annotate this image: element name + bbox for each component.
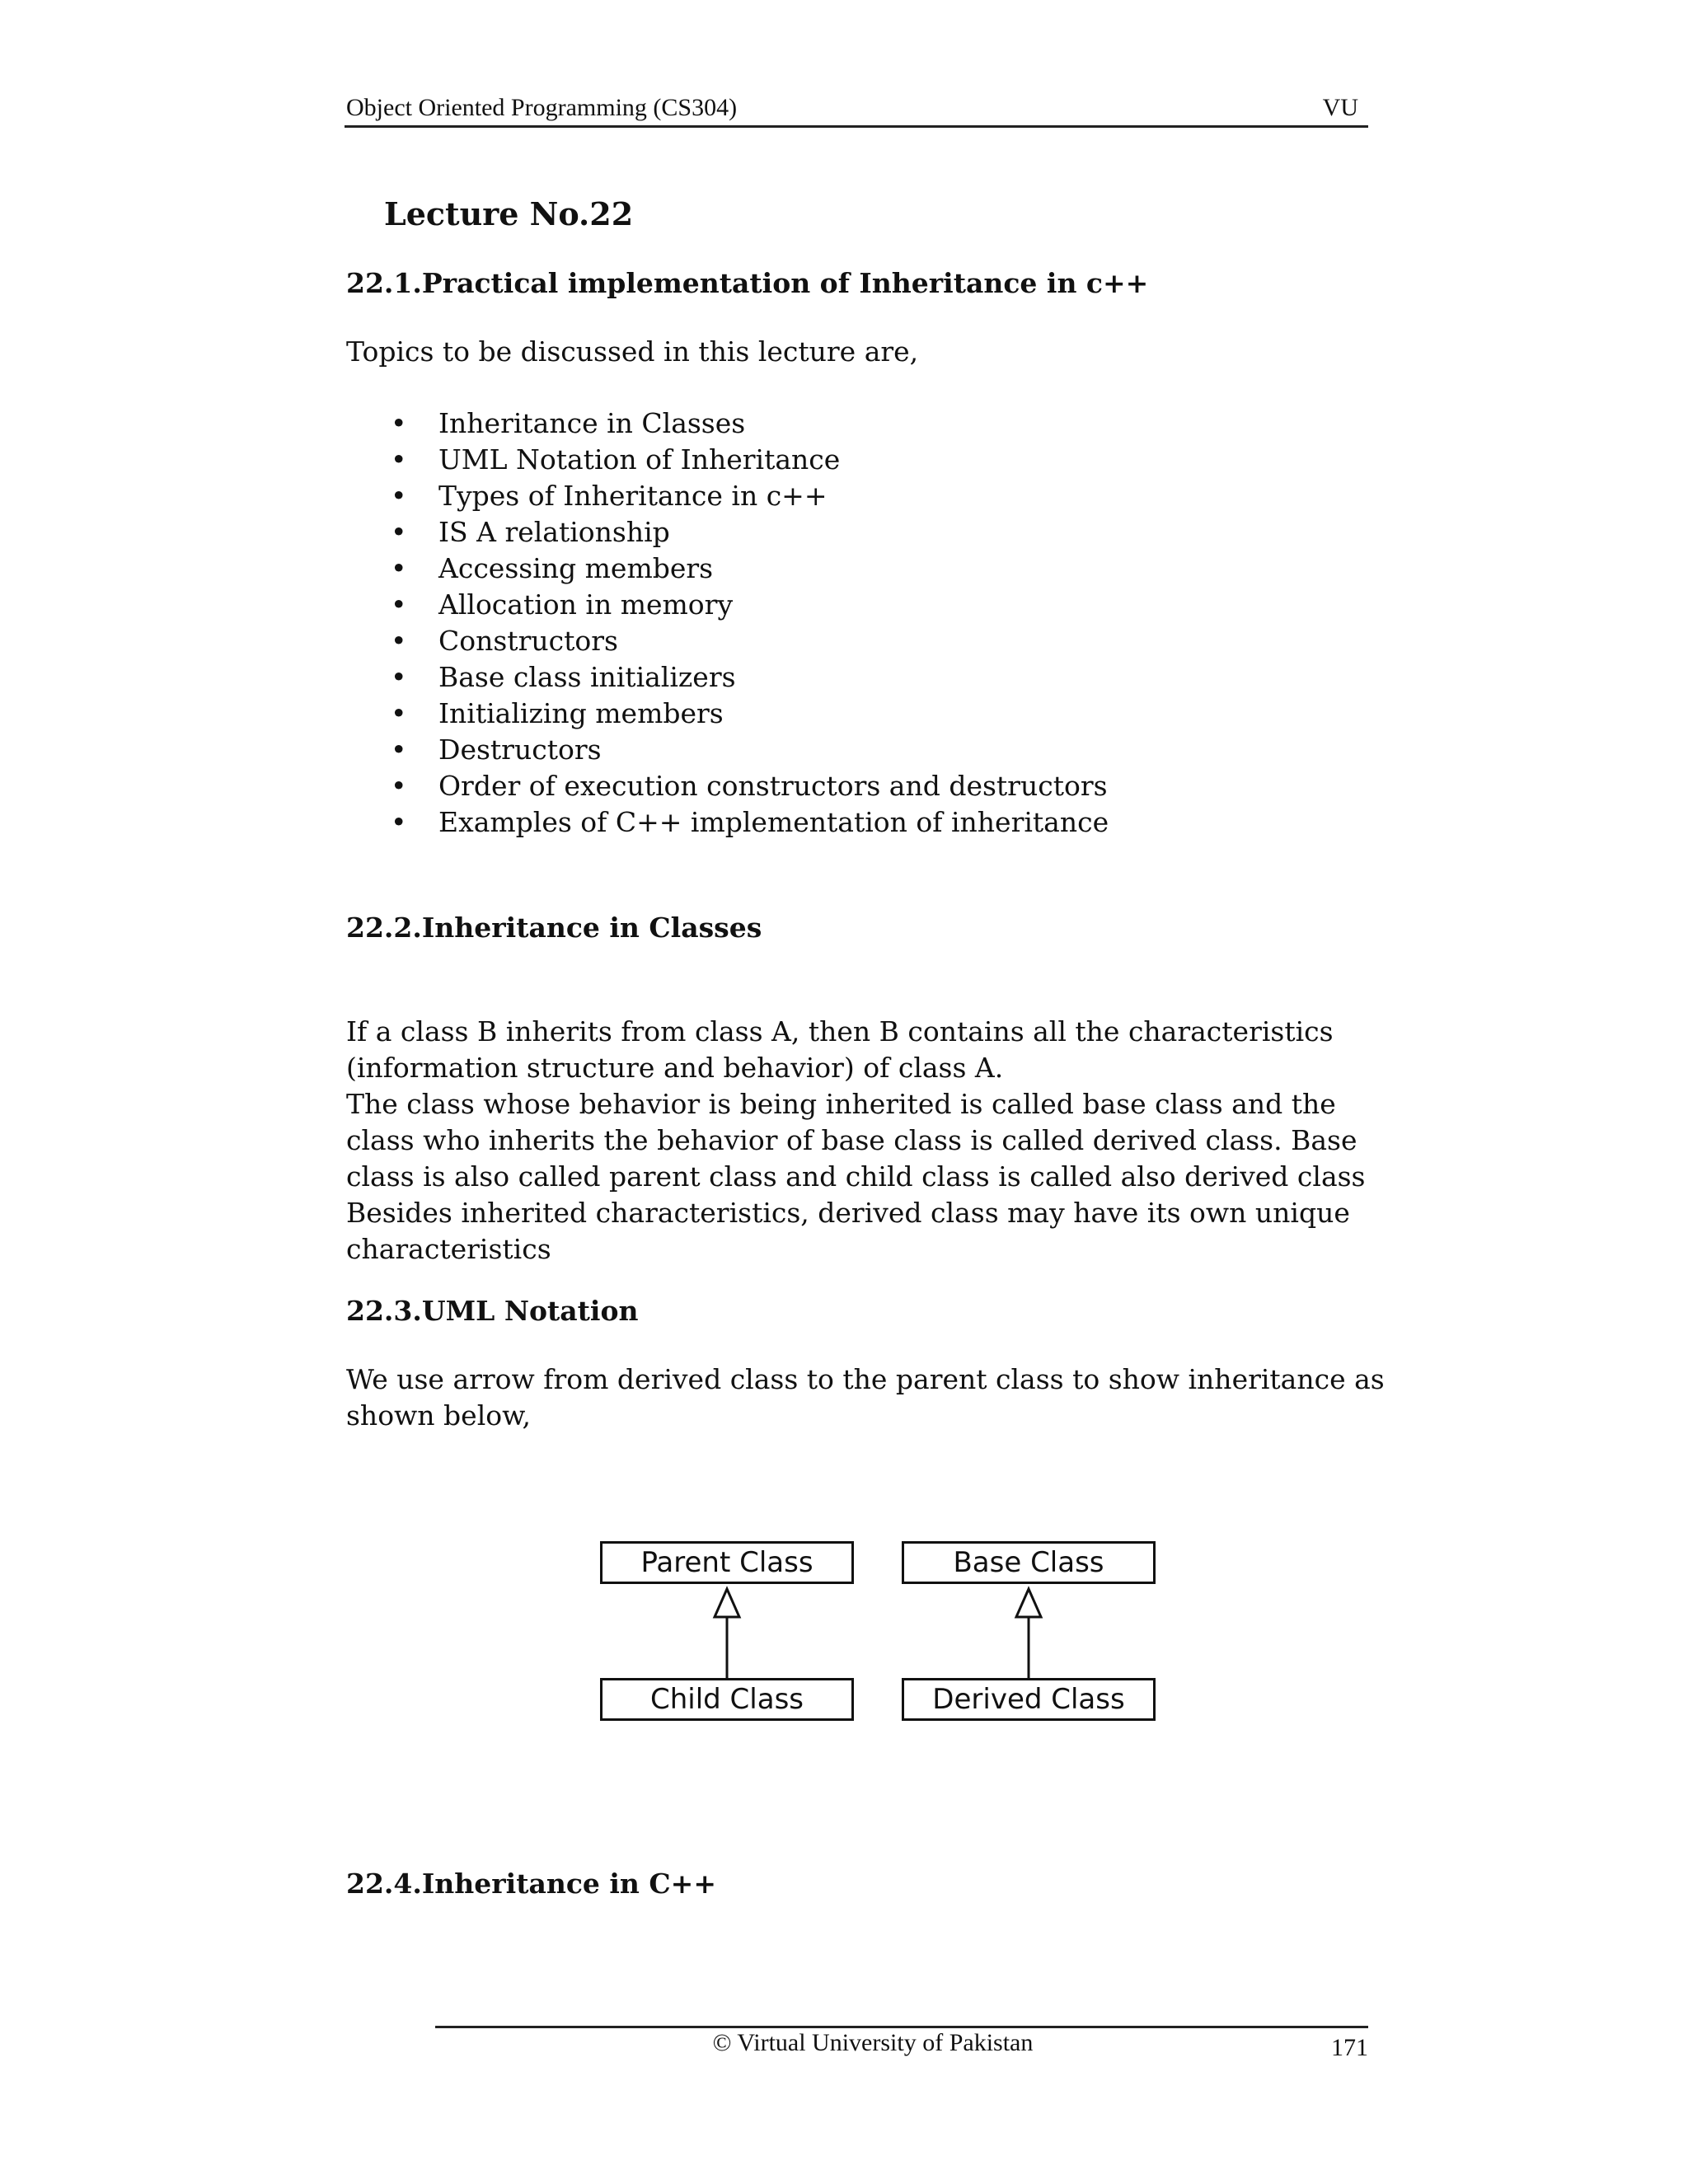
bullet-icon: • — [391, 443, 407, 476]
topic-text: Destructors — [438, 733, 602, 766]
paragraph: The class whose behavior is being inherited is called base class and the class who inherits the behavior of base class is called derived class. Base class is also called parent class and child class is called also derived class — [346, 1088, 1366, 1193]
topic-text: UML Notation of Inheritance — [438, 443, 841, 476]
list-item — [346, 659, 1109, 696]
section-heading-22-2: 22.2.Inheritance in Classes — [346, 912, 762, 944]
bullet-icon: • — [391, 480, 407, 512]
list-item — [346, 587, 1109, 623]
bullet-icon: • — [391, 588, 407, 621]
list-item — [346, 405, 1109, 442]
uml-derived-class-box: Derived Class — [902, 1678, 1156, 1721]
topic-text: Constructors — [438, 625, 618, 657]
topic-text: Examples of C++ implementation of inheritance — [438, 806, 1109, 838]
list-item — [346, 478, 1109, 514]
paragraph: If a class B inherits from class A, then B contains all the characteristics (information structure and behavior) of class A. — [346, 1015, 1334, 1084]
institution-abbr: VU — [1322, 94, 1358, 121]
topic-text: Base class initializers — [438, 661, 736, 693]
bullet-icon: • — [391, 806, 407, 838]
inheritance-arrow-icon — [715, 1589, 739, 1617]
list-item — [346, 514, 1109, 551]
bullet-icon: • — [391, 770, 407, 802]
footer-divider — [435, 2026, 1368, 2028]
list-item — [346, 732, 1109, 768]
uml-base-class-box: Base Class — [902, 1541, 1156, 1584]
paragraph: Besides inherited characteristics, derived class may have its own unique characteristics — [346, 1197, 1350, 1265]
inheritance-description — [346, 1014, 1385, 1268]
topics-intro: Topics to be discussed in this lecture are, — [346, 335, 919, 368]
section-heading-22-1: 22.1.Practical implementation of Inheritance in c++ — [346, 267, 1149, 299]
bullet-icon: • — [391, 516, 407, 548]
inheritance-arrow-icon — [1016, 1589, 1041, 1617]
lecture-title: Lecture No.22 — [384, 195, 634, 232]
list-item — [346, 804, 1109, 841]
topic-text: Allocation in memory — [438, 588, 734, 621]
uml-parent-class-box: Parent Class — [600, 1541, 854, 1584]
bullet-icon: • — [391, 625, 407, 657]
bullet-icon: • — [391, 407, 407, 439]
topic-text: IS A relationship — [438, 516, 670, 548]
bullet-icon: • — [391, 552, 407, 584]
section-heading-22-4: 22.4.Inheritance in C++ — [346, 1868, 716, 1900]
bullet-icon: • — [391, 661, 407, 693]
footer-copyright — [0, 2029, 1688, 2057]
topic-text: Initializing members — [438, 697, 724, 729]
topic-text: Accessing members — [438, 552, 714, 584]
topic-text: Order of execution constructors and destructors — [438, 770, 1108, 802]
list-item — [346, 696, 1109, 732]
topic-text: Types of Inheritance in c++ — [438, 480, 828, 512]
copyright-text: © Virtual University of Pakistan — [712, 2029, 1034, 2056]
section-heading-22-3: 22.3.UML Notation — [346, 1295, 639, 1327]
page-header — [345, 91, 1368, 128]
uml-description: We use arrow from derived class to the parent class to show inheritance as shown below, — [346, 1363, 1385, 1432]
list-item — [346, 768, 1109, 804]
topics-list — [346, 405, 1109, 841]
list-item — [346, 442, 1109, 478]
topic-text: Inheritance in Classes — [438, 407, 746, 439]
course-title: Object Oriented Programming (CS304) — [346, 94, 738, 121]
list-item — [346, 551, 1109, 587]
page-number: 171 — [1331, 2034, 1368, 2061]
bullet-icon: • — [391, 697, 407, 729]
bullet-icon: • — [391, 733, 407, 766]
list-item — [346, 623, 1109, 659]
uml-child-class-box: Child Class — [600, 1678, 854, 1721]
